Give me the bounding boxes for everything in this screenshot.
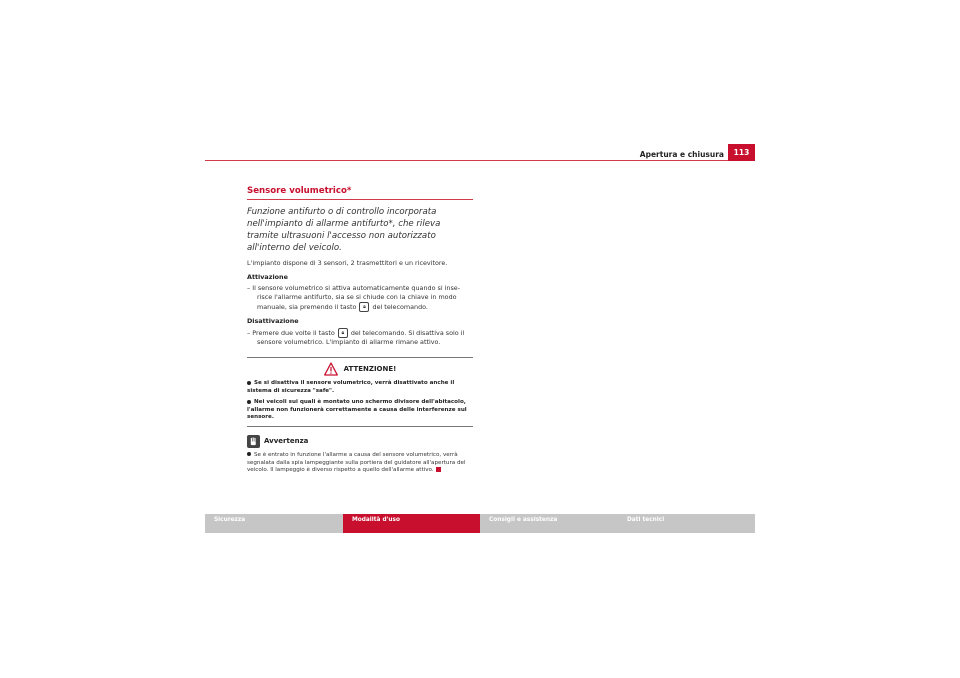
bullet (247, 381, 251, 385)
deactivation-step (247, 328, 473, 347)
header-rule (205, 160, 728, 161)
deactivation-step-text: – Premere due volte il tasto (247, 329, 335, 337)
warning-item-text: Nei veicoli sui quali è montato uno schermo divisore dell'abitacolo, l'allarme non funzionerà correttamente a causa delle interferenze sul sensore. (247, 399, 467, 421)
bullet (247, 400, 251, 404)
paragraph: L'impianto dispone di 3 sensori, 2 trasmettitori e un ricevitore. (247, 259, 448, 267)
warning-header (247, 362, 473, 376)
note-hand-icon (247, 435, 260, 448)
warning-item-text: Se si disattiva il sensore volumetrico, verrà disattivato anche il sistema di sicurezza "safe". (247, 380, 455, 394)
note-hand-glyph (249, 437, 258, 446)
note-title: Avvertenza (264, 437, 309, 446)
lock-key-icon: 🔒︎ (338, 328, 348, 338)
warning-triangle-icon (324, 362, 338, 376)
note-header (247, 435, 473, 448)
warning-item (247, 380, 473, 395)
activation-step (247, 284, 473, 312)
tab-consigli-assistenza[interactable]: Consigli e assistenza (480, 514, 618, 533)
warning-box (247, 357, 473, 427)
warning-item (247, 399, 473, 422)
footer-tabs (205, 514, 755, 533)
section-title: Sensore volumetrico* (247, 186, 473, 200)
tab-modalita-uso[interactable]: Modalità d'uso (343, 514, 480, 533)
tab-sicurezza[interactable]: Sicurezza (205, 514, 343, 533)
activation-step-text-end: del telecomando. (372, 303, 428, 311)
content-column (247, 186, 473, 475)
note-item-text: Se è entrato in funzione l'allarme a causa del sensore volumetrico, verrà segnalata dalla spia lampeggiante sulla portiera del guidatore all'apertura del veicolo. Il lampeggio è diverso rispetto a quello dell'allarme attivo. (247, 451, 466, 474)
activation-title: Attivazione (247, 273, 288, 281)
warning-title: ATTENZIONE! (343, 365, 397, 373)
end-marker (436, 467, 441, 472)
bullet (247, 452, 251, 456)
activation-step-text: – Il sensore volumetrico si attiva automaticamente quando si inse-risce l'allarme antifurto, sia se si chiude con la chiave in modo manuale, sia premendo il tasto (247, 284, 461, 311)
deactivation-title: Disattivazione (247, 317, 299, 325)
deactivation-step-text-end: del telecomando. Si disattiva solo il sensore volumetrico. L'impianto di allarme rimane attivo. (257, 329, 465, 346)
note-item (247, 452, 473, 475)
page-header-title: Apertura e chiusura (639, 150, 724, 159)
lock-key-icon: 🔒︎ (359, 302, 369, 312)
section-intro: Funzione antifurto o di controllo incorporata nell'impianto di allarme antifurto*, che rileva tramite ultrasuoni l'accesso non autorizzato all'interno del veicolo. (247, 207, 441, 253)
page-number: 113 (728, 144, 755, 161)
tab-dati-tecnici[interactable]: Dati tecnici (618, 514, 755, 533)
